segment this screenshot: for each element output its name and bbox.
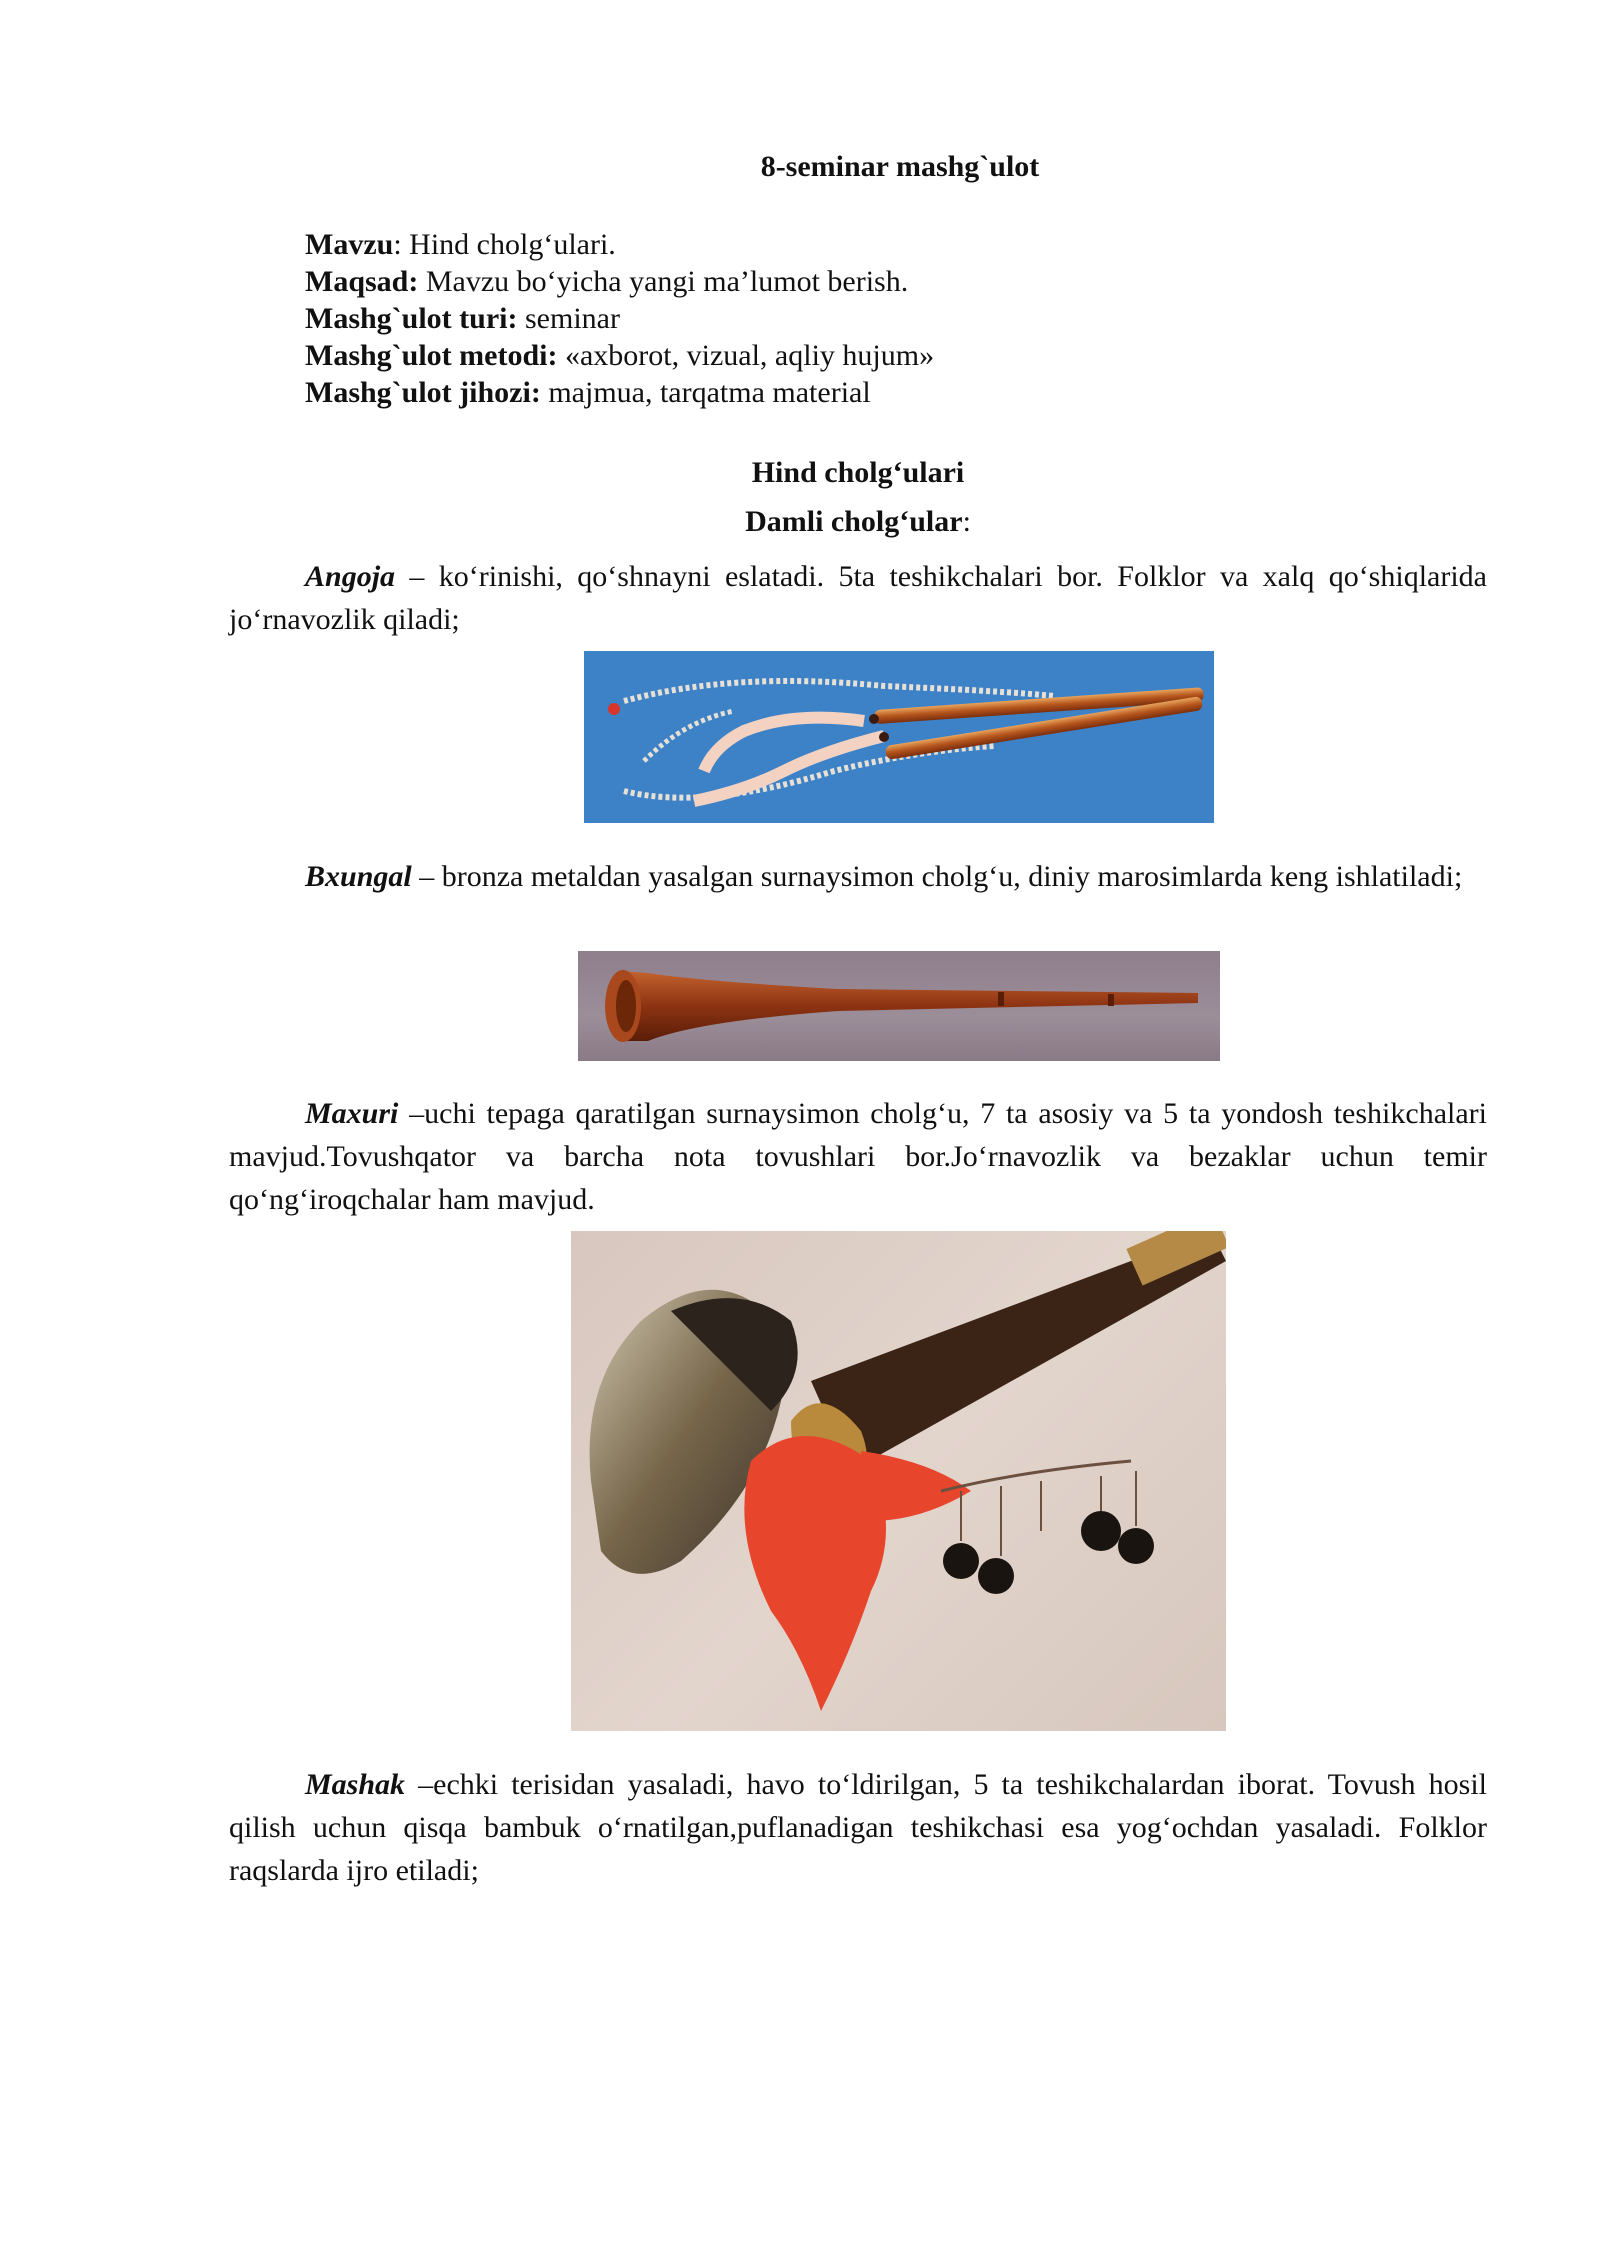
- subsection-title-text: Damli cholg‘ular: [745, 505, 963, 538]
- instrument-name: Bxungal: [305, 860, 412, 893]
- bxungal-photo: [578, 951, 1220, 1061]
- lesson-meta: [305, 226, 1505, 411]
- instrument-name: Maxuri: [305, 1097, 399, 1130]
- page-title: 8-seminar mashg`ulot: [760, 150, 1040, 183]
- instrument-paragraph-mashak: [229, 1763, 1487, 1892]
- meta-type: [305, 300, 1505, 337]
- meta-label: Mashg`ulot metodi:: [305, 339, 558, 372]
- meta-value: Mavzu bo‘yicha yangi ma’lumot berish.: [418, 265, 909, 298]
- meta-value: «axborot, vizual, aqliy hujum»: [557, 339, 935, 372]
- meta-label: Mavzu: [305, 228, 394, 261]
- meta-label: Mashg`ulot turi:: [305, 302, 518, 335]
- meta-label: Mashg`ulot jihozi:: [305, 376, 541, 409]
- instrument-name: Angoja: [305, 560, 396, 593]
- meta-method: [305, 337, 1505, 374]
- section-title: Hind cholg‘ulari: [751, 456, 965, 489]
- meta-equipment: [305, 374, 1505, 411]
- meta-value: majmua, tarqatma material: [540, 376, 871, 409]
- instrument-description: –uchi tepaga qaratilgan surnaysimon cholg‘u, 7 ta asosiy va 5 ta yondosh teshikchalari mavjud.Tovushqator va barcha nota tovushlari bor.Jo‘rnavozlik va bezaklar uchun temir qo‘ng‘iroqchalar ham mavjud.: [229, 1097, 1487, 1216]
- instrument-paragraph-angoja: [229, 555, 1487, 641]
- meta-value: Hind cholg‘ulari.: [401, 228, 616, 261]
- instrument-paragraph-maxuri: [229, 1092, 1487, 1221]
- instrument-paragraph-bxungal: [229, 855, 1487, 898]
- meta-label: Maqsad:: [305, 265, 419, 298]
- instrument-description: – ko‘rinishi, qo‘shnayni eslatadi. 5ta teshikchalari bor. Folklor va xalq qo‘shiqlarida jo‘rnavozlik qiladi;: [229, 560, 1487, 636]
- maxuri-photo: [571, 1231, 1226, 1731]
- meta-value: seminar: [517, 302, 620, 335]
- meta-sep: :: [393, 228, 402, 261]
- instrument-name: Mashak: [305, 1768, 406, 1801]
- angoja-photo: [584, 651, 1214, 823]
- meta-topic: [305, 226, 1505, 263]
- instrument-description: –echki terisidan yasaladi, havo to‘ldirilgan, 5 ta teshikchalardan iborat. Tovush hosil qilish uchun qisqa bambuk o‘rnatilgan,puflanadigan teshikchasi esa yog‘ochdan yasaladi. Folklor raqslarda ijro etiladi;: [229, 1768, 1487, 1887]
- subsection-colon: :: [962, 505, 971, 538]
- meta-goal: [305, 263, 1505, 300]
- instrument-description: – bronza metaldan yasalgan surnaysimon cholg‘u, diniy marosimlarda keng ishlatiladi;: [411, 860, 1463, 893]
- subsection-title: [0, 505, 1600, 539]
